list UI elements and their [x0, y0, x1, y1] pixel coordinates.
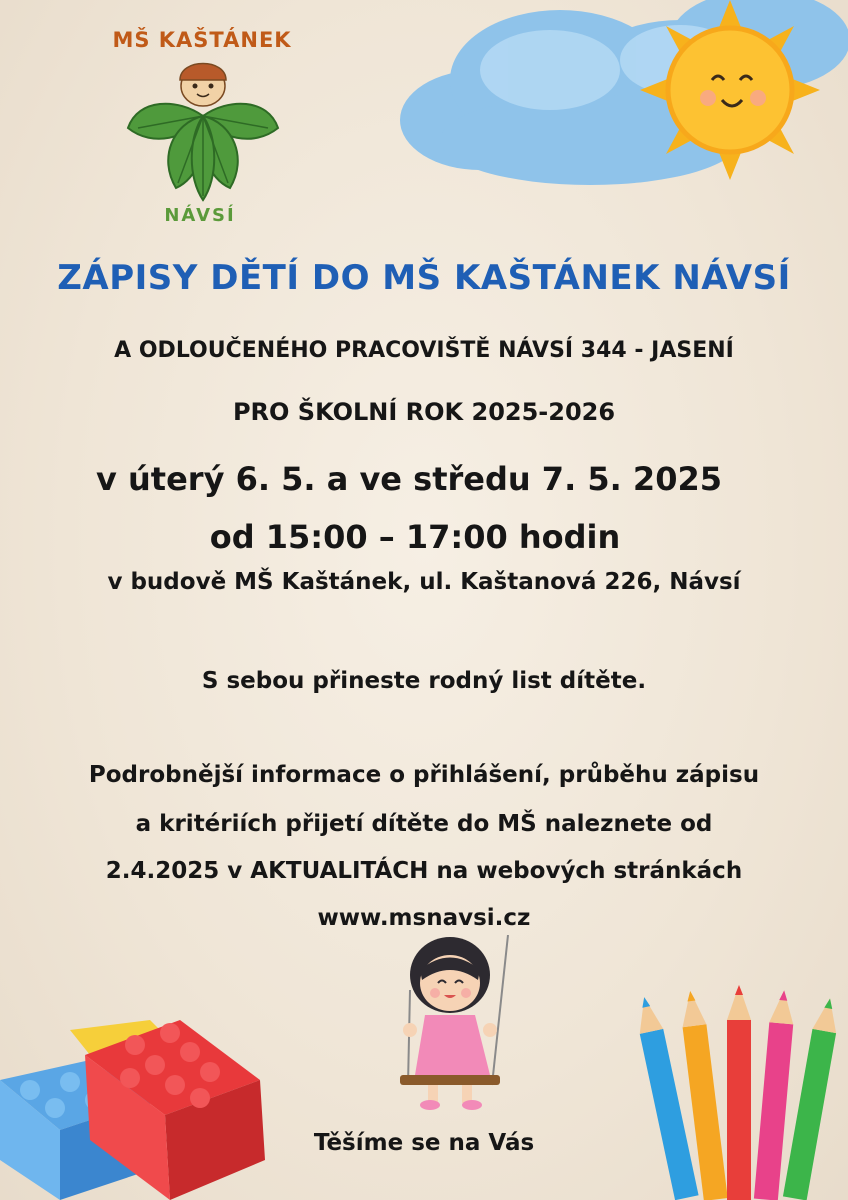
- chestnut-leaf-logo-icon: [118, 38, 288, 208]
- colored-pencils-icon: [635, 985, 848, 1200]
- smiling-sun-icon: [640, 0, 820, 180]
- time-line: od 15:00 – 17:00 hodin: [209, 518, 621, 556]
- page-title: ZÁPISY DĚTÍ DO MŠ KAŠTÁNEK NÁVSÍ: [57, 258, 791, 298]
- logo-name: MŠ KAŠTÁNEK: [112, 28, 292, 52]
- website-link[interactable]: www.msnavsi.cz: [317, 905, 531, 931]
- logo-place: NÁVSÍ: [164, 205, 236, 226]
- subtitle-school-year: PRO ŠKOLNÍ ROK 2025-2026: [232, 398, 616, 426]
- info-line: a kritériích přijetí dítěte do MŠ naleznete od: [135, 811, 713, 837]
- lego-bricks-icon: [0, 1000, 290, 1200]
- info-line: Podrobnější informace o přihlášení, průběhu zápisu: [88, 762, 760, 788]
- subtitle-branch: A ODLOUČENÉHO PRACOVIŠTĚ NÁVSÍ 344 - JASENÍ: [114, 338, 734, 363]
- date-line: v úterý 6. 5. a ve středu 7. 5. 2025: [96, 460, 722, 498]
- address-line: v budově MŠ Kaštánek, ul. Kaštanová 226, Návsí: [107, 569, 741, 595]
- bring-document-line: S sebou přineste rodný list dítěte.: [201, 668, 647, 694]
- info-line: 2.4.2025 v AKTUALITÁCH na webových stránkách: [105, 858, 743, 884]
- girl-on-swing-icon: [380, 935, 530, 1110]
- closing-greeting: Těšíme se na Vás: [313, 1130, 535, 1156]
